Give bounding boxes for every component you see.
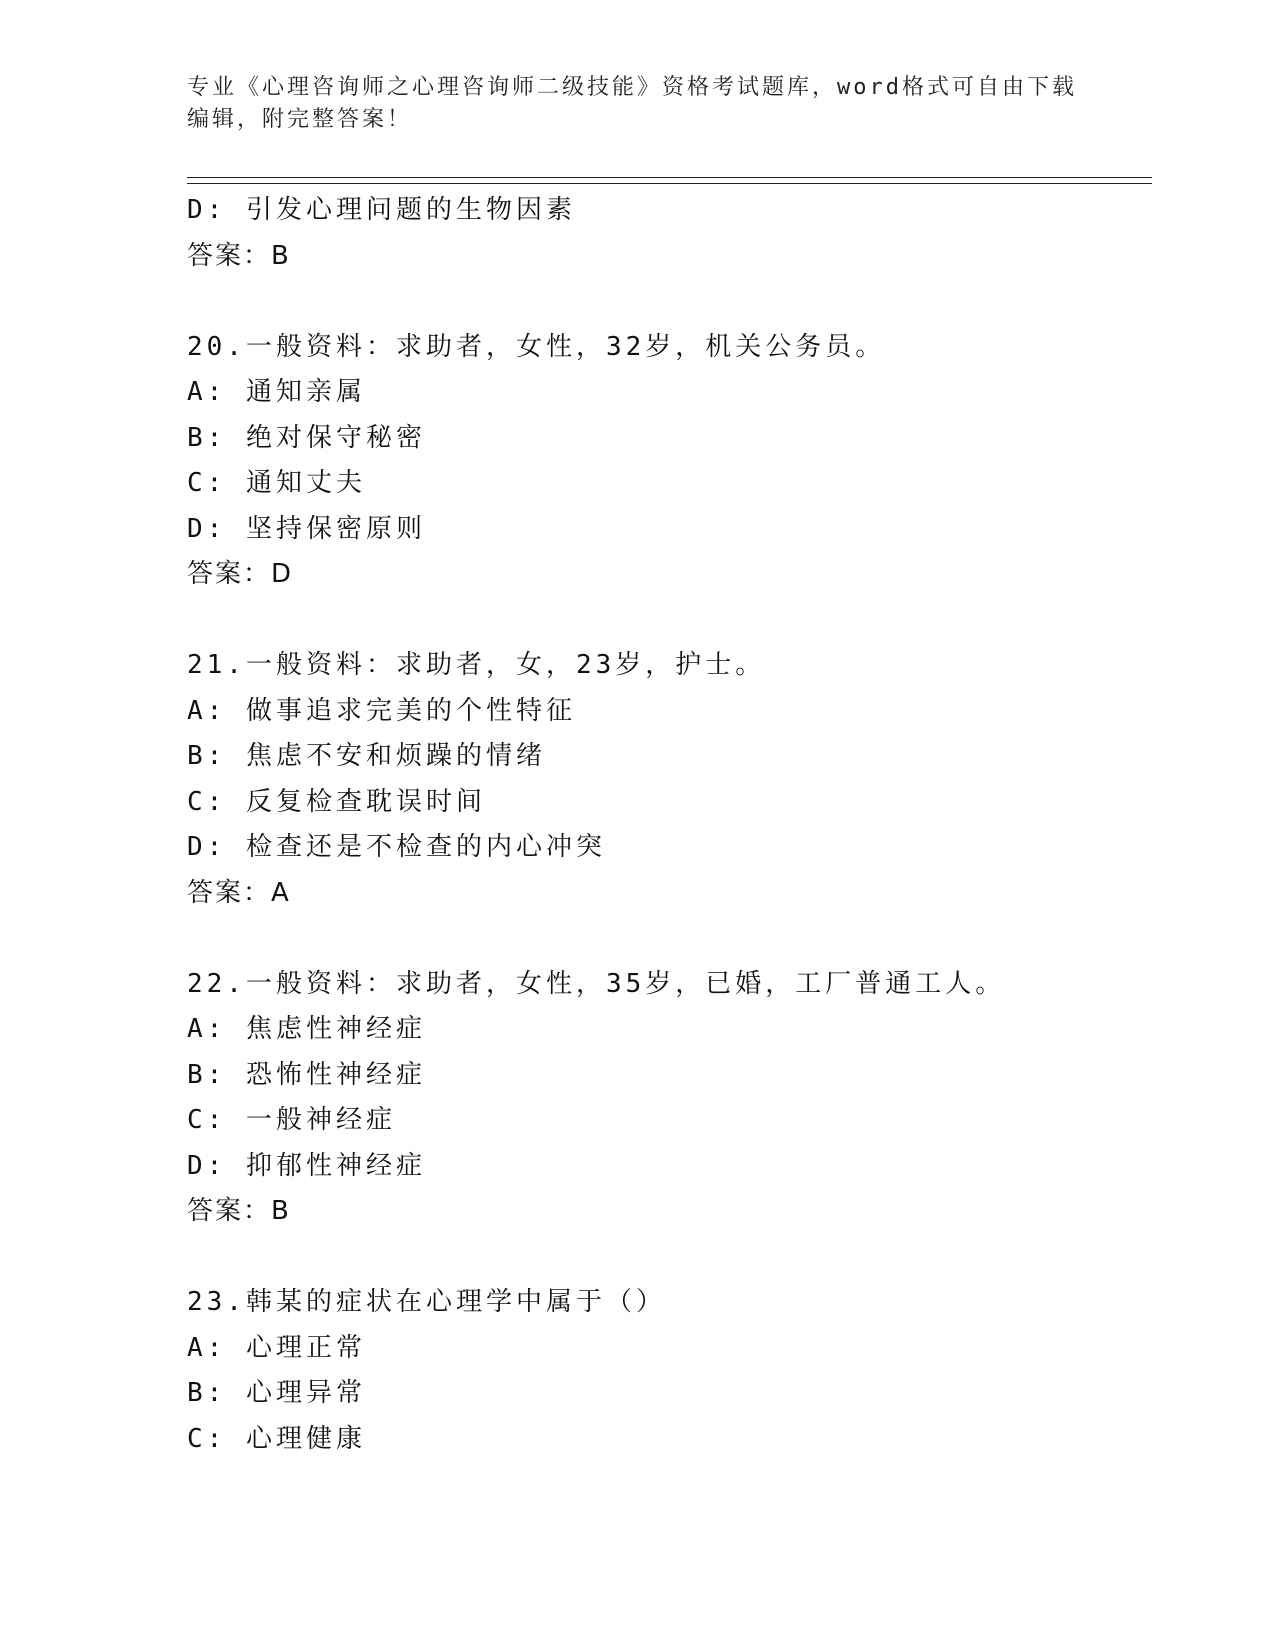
option-b: B: 心理异常: [187, 1378, 366, 1408]
option-a: A: 焦虑性神经症: [187, 1014, 426, 1044]
option-c: C: 一般神经症: [187, 1105, 396, 1135]
spacer: [187, 1235, 1152, 1281]
answer: 答案：D: [187, 559, 294, 589]
document-header: [187, 72, 1087, 136]
header-line-2: 编辑，附完整答案！: [187, 107, 413, 132]
option-a: A: 心理正常: [187, 1332, 366, 1363]
option-d: D: 检查还是不检查的内心冲突: [187, 832, 606, 862]
question-stem: 23.韩某的症状在心理学中属于（）: [187, 1287, 666, 1317]
answer: 答案：B: [187, 1196, 291, 1226]
header-rule-top: [187, 177, 1152, 178]
option-c: C: 心理健康: [187, 1423, 366, 1454]
option-b: B: 绝对保守秘密: [187, 422, 426, 453]
option-c: C: 通知丈夫: [187, 468, 366, 498]
question-stem: 20.一般资料：求助者，女性，32岁，机关公务员。: [187, 331, 886, 362]
spacer: [187, 916, 1152, 962]
question-stem: 22.一般资料：求助者，女性，35岁，已婚，工厂普通工人。: [187, 968, 1006, 999]
answer: 答案：A: [187, 877, 291, 908]
option-d: D: 抑郁性神经症: [187, 1150, 426, 1181]
question-list: [187, 188, 1152, 1462]
spacer: [187, 598, 1152, 644]
option-b: B: 焦虑不安和烦躁的情绪: [187, 741, 546, 771]
prev-option-d: D: 引发心理问题的生物因素: [187, 195, 576, 225]
option-a: A: 通知亲属: [187, 377, 366, 407]
option-a: A: 做事追求完美的个性特征: [187, 695, 576, 726]
prev-answer: 答案：B: [187, 240, 291, 271]
option-d: D: 坚持保密原则: [187, 513, 426, 544]
option-b: B: 恐怖性神经症: [187, 1059, 426, 1090]
option-c: C: 反复检查耽误时间: [187, 786, 486, 817]
header-line-1: 专业《心理咨询师之心理咨询师二级技能》资格考试题库，word格式可自由下载: [187, 75, 1077, 100]
header-rule-bottom: [187, 183, 1152, 184]
spacer: [187, 279, 1152, 325]
question-stem: 21.一般资料：求助者，女，23岁，护士。: [187, 650, 766, 680]
